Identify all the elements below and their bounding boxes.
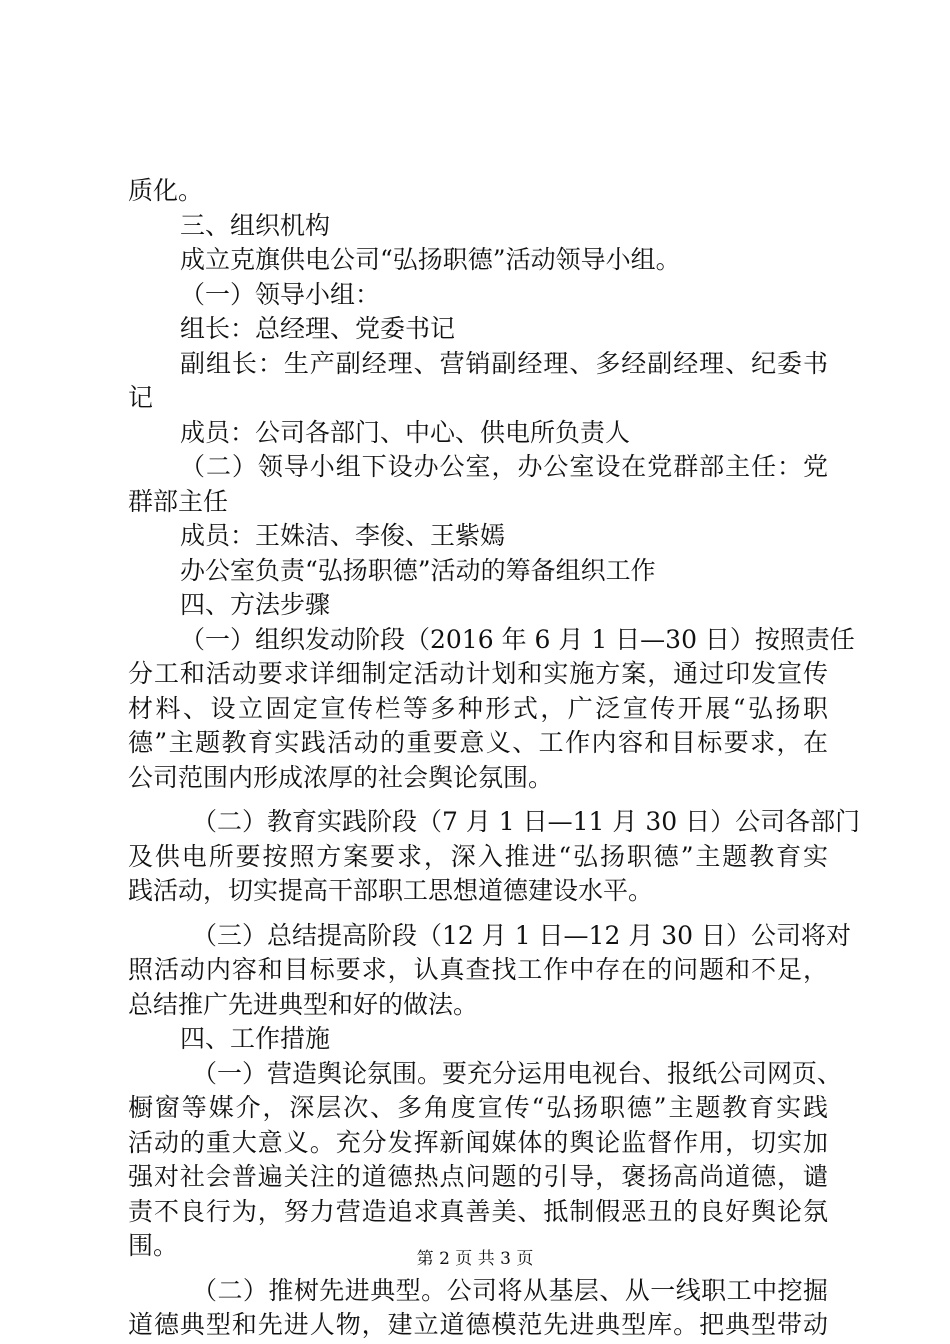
section-heading: 四、方法步骤 [180,590,331,619]
body-line: 照活动内容和目标要求，认真查找工作中存在的问题和不足， [128,955,828,984]
body-line: 公司范围内形成浓厚的社会舆论氛围。 [128,762,554,792]
body-line: 副组长：生产副经理、营销副经理、多经副经理、纪委书 [180,348,828,378]
subsection-heading: （一）领导小组： [180,279,381,309]
body-line: 德”主题教育实践活动的重要意义、工作内容和目标要求，在 [128,728,828,757]
section-heading: 三、组织机构 [180,210,331,240]
body-line: 分工和活动要求详细制定活动计划和实施方案，通过印发宣传 [128,659,828,688]
body-line: （三）总结提高阶段（12 月 1 日—12 月 30 日）公司将对 [192,920,852,950]
body-line: 成立克旗供电公司“弘扬职德”活动领导小组。 [180,245,681,274]
body-line: 成员：王姝洁、李俊、王紫嫣 [180,521,506,550]
body-line: 记 [128,383,154,412]
body-line: 材料、设立固定宣传栏等多种形式，广泛宣传开展“弘扬职 [128,693,828,723]
body-line: 总结推广先进典型和好的做法。 [128,989,479,1019]
body-line: 办公室负责“弘扬职德”活动的筹备组织工作 [180,555,656,585]
body-line: 强对社会普遍关注的道德热点问题的引导，褒扬高尚道德，谴 [128,1162,828,1191]
body-line: （一）营造舆论氛围。要充分运用电视台、报纸公司网页、 [192,1058,843,1088]
body-line: 成员：公司各部门、中心、供电所负责人 [180,417,631,447]
body-line: （二）教育实践阶段（7 月 1 日—11 月 30 日）公司各部门 [192,807,861,836]
body-line: （二）领导小组下设办公室，办公室设在党群部主任：党 [180,452,828,481]
body-line: 道德典型和先进人物，建立道德模范先进典型库。把典型带动 [128,1310,828,1339]
body-line: 质化。 [128,176,204,205]
body-line: 橱窗等媒介，深层次、多角度宣传“弘扬职德”主题教育实践 [128,1093,828,1122]
body-line: 践活动，切实提高干部职工思想道德建设水平。 [128,876,654,905]
body-line: （二）推树先进典型。公司将从基层、从一线职工中挖掘 [192,1275,828,1305]
body-line: 及供电所要按照方案要求，深入推进“弘扬职德”主题教育实 [128,841,828,871]
body-line: （一）组织发动阶段（2016 年 6 月 1 日—30 日）按照责任 [180,624,855,654]
body-line: 责不良行为，努力营造追求真善美、抵制假恶丑的良好舆论氛 [128,1196,828,1226]
body-line: 群部主任 [128,486,229,516]
document-body [128,174,861,1343]
body-line: 围。 [128,1231,179,1260]
body-line: 活动的重大意义。充分发挥新闻媒体的舆论监督作用，切实加 [128,1127,828,1157]
section-heading: 四、工作措施 [180,1024,331,1053]
body-line: 组长：总经理、党委书记 [180,314,456,343]
page-number-footer: 第 2 页 共 3 页 [416,1249,534,1269]
